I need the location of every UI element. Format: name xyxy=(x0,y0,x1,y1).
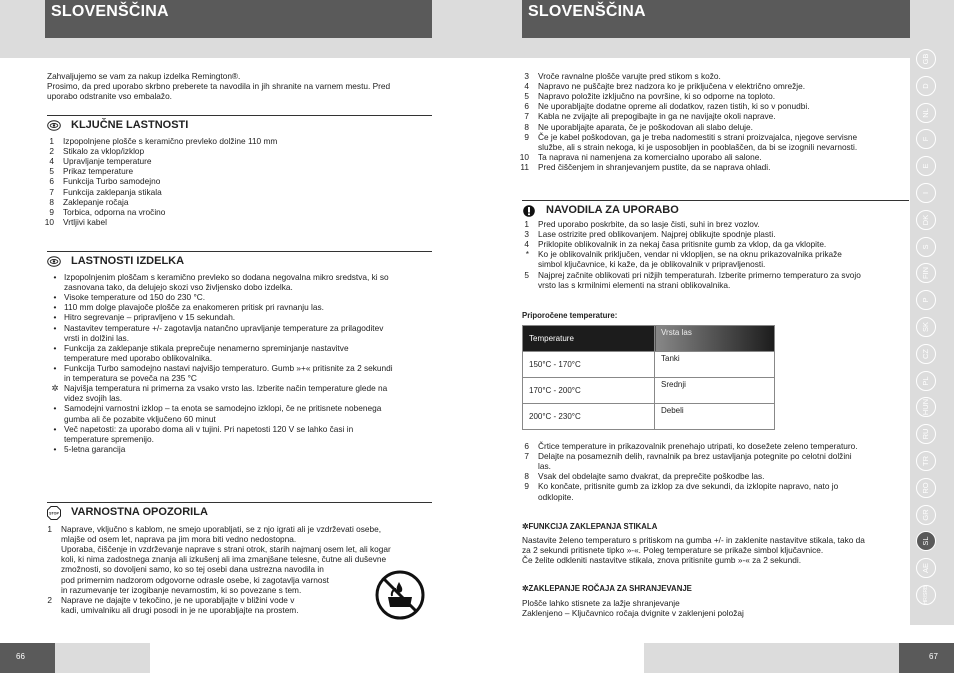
item-text: Napravo položite izključno na površine, ki so odporne na toploto. xyxy=(538,91,776,102)
tab-fin[interactable]: FIN xyxy=(916,263,936,283)
temperature-table xyxy=(522,325,775,430)
tab-tr[interactable]: TR xyxy=(916,451,936,471)
item-text: temperature spremenijo. xyxy=(64,433,154,444)
bullet xyxy=(46,353,64,363)
item-text: Uporaba, čiščenje in vzdrževanje naprave s strani otrok, starih najmanj osem let, ali kogar xyxy=(61,544,391,555)
bullet: • xyxy=(53,322,57,333)
no-water-icon xyxy=(375,570,425,620)
list-item xyxy=(46,323,436,333)
bullet xyxy=(46,333,64,343)
section-title: NAVODILA ZA UPORABO xyxy=(546,204,679,216)
table-row xyxy=(523,352,775,378)
language-tabs xyxy=(910,45,954,625)
list-item xyxy=(46,353,436,363)
item-number: * xyxy=(525,249,529,260)
switch-lock-title: ✲FUNKCIJA ZAKLEPANJA STIKALA xyxy=(522,522,658,531)
switch-lock-text xyxy=(522,535,912,565)
tab-i[interactable]: I xyxy=(916,183,936,203)
intro-text xyxy=(47,71,437,101)
list-item xyxy=(515,249,915,259)
item-number: 6 xyxy=(49,176,54,187)
item-text: 110 mm dolge plavajoče plošče za enakomeren pritisk pri ravnanju las. xyxy=(64,302,324,313)
list-item xyxy=(515,101,915,111)
list-item xyxy=(40,156,430,166)
item-text: Izpopolnjene plošče s keramično prevleko dolžine 110 mm xyxy=(63,136,278,146)
item-text: Funkcija Turbo samodejno xyxy=(63,176,161,187)
item-text: Funkcija Turbo samodejno nastavi najvišjo temperaturo. Gumb »+« pritisnite za 2 sekundi xyxy=(64,362,393,373)
safety-list-continued xyxy=(515,71,915,172)
item-text: Zaklepanje ročaja xyxy=(63,196,129,207)
list-item xyxy=(46,434,436,444)
item-text: Če je kabel poškodovan, ga je treba nadomestiti s strani proizvajalca, njegove servisne xyxy=(538,131,858,142)
list-item xyxy=(46,444,436,454)
list-item xyxy=(38,524,438,534)
tab-e[interactable]: E xyxy=(916,156,936,176)
list-item xyxy=(515,152,915,162)
item-text: zasnovana tako, da delujejo skozi vso življensko dobo izdelka. xyxy=(64,282,293,293)
item-number xyxy=(515,142,529,152)
paragraph-line: Če želite odkleniti nastavitve stikala, znova pritisnite gumb »-« za 2 sekundi. xyxy=(522,555,802,566)
list-item xyxy=(515,451,915,461)
item-text: 5-letna garancija xyxy=(64,443,126,454)
section-title: LASTNOSTI IZDELKA xyxy=(71,255,185,267)
list-item xyxy=(38,554,438,564)
item-text: Ko končate, pritisnite gumb za izklop za dve sekundi, da izklopite napravo, nato jo xyxy=(538,481,839,492)
usage-list-continued xyxy=(515,441,915,502)
tab-ae[interactable]: AE xyxy=(916,558,936,578)
item-text: Več napetosti: za uporabo doma ali v tujini. Pri napetosti 120 V se lahko časi in xyxy=(64,423,354,434)
bullet xyxy=(46,373,64,383)
item-number: 4 xyxy=(524,81,529,92)
item-text: Naprave, vključno s kablom, ne smejo uporabljati, se z njo igrati ali je vzdrževati osebe, xyxy=(61,524,382,534)
item-text: Upravljanje temperature xyxy=(63,156,152,167)
right-page-number: 67 xyxy=(899,643,954,673)
bullet: • xyxy=(53,302,57,313)
item-text: Ko je oblikovalnik priključen, vendar ni vklopljen, se na oknu prikazovalnika prikaže xyxy=(538,249,842,260)
item-text: in razumevanje ter izogibanje nevarnostim, ki so povezane s tem. xyxy=(61,584,302,595)
item-text: Pred čiščenjem in shranjevanjem pustite, da se naprava ohladi. xyxy=(538,161,771,172)
item-number xyxy=(38,554,52,564)
list-item xyxy=(515,122,915,132)
tab-gr[interactable]: GR xyxy=(916,505,936,525)
paragraph-line: Plošče lahko stisnete za lažje shranjevanje xyxy=(522,598,680,608)
bullet xyxy=(46,282,64,292)
tab-ro[interactable]: RO xyxy=(916,478,936,498)
item-number: 5 xyxy=(524,91,529,102)
tab-nl[interactable]: NL xyxy=(916,103,936,123)
item-text: Visoke temperature od 150 do 230 °C. xyxy=(64,292,206,303)
item-text: Hitro segrevanje – pripravljeno v 15 sekundah. xyxy=(64,312,236,323)
table-cell: 200°C - 230°C xyxy=(523,404,655,430)
item-text: odklopite. xyxy=(538,491,574,502)
item-text: pod primernim nadzorom odgovorne odrasle osebe, ki zagotavlja varnost xyxy=(61,574,329,585)
item-text: las. xyxy=(538,461,551,472)
item-number xyxy=(38,585,52,595)
table-row xyxy=(523,404,775,430)
left-page-title: SLOVENŠČINA xyxy=(45,0,432,38)
paragraph-line: Nastavite želeno temperaturo s pritiskom na gumba +/- in zaklenite nastavitve stikala, tako da xyxy=(522,535,865,545)
list-item xyxy=(46,333,436,343)
bullet: • xyxy=(53,362,57,373)
handle-lock-text xyxy=(522,598,912,618)
list-item xyxy=(515,259,915,269)
list-item xyxy=(38,544,438,554)
list-item xyxy=(46,343,436,353)
list-item xyxy=(46,363,436,373)
left-page-number: 66 xyxy=(0,643,55,673)
item-number: 5 xyxy=(49,166,54,177)
svg-text:STOP: STOP xyxy=(49,511,59,516)
list-item xyxy=(46,312,436,322)
item-text: Stikalo za vklop/izklop xyxy=(63,146,145,157)
list-item xyxy=(515,239,915,249)
tab-sk[interactable]: SK xyxy=(916,317,936,337)
item-number: 1 xyxy=(47,524,52,534)
item-text: Funkcija zaklepanja stikala xyxy=(63,186,162,197)
list-item xyxy=(46,403,436,413)
list-item xyxy=(515,142,915,152)
tab-s[interactable]: S xyxy=(916,237,936,257)
list-item xyxy=(40,136,430,146)
item-number: 6 xyxy=(524,101,529,112)
item-text: simbol ključavnice, ki kaže, da je oblikovalnik v pripravljenosti. xyxy=(538,259,766,270)
item-text: Funkcija za zaklepanje stikala preprečuje nenamerno spreminjanje nastavitve xyxy=(64,342,349,353)
tab-d[interactable]: D xyxy=(916,76,936,96)
section-key-features xyxy=(47,115,432,132)
item-number xyxy=(515,461,529,471)
list-item xyxy=(46,373,436,383)
item-text: mlajše od osem let, naprava pa jim mora biti vedno nedostopna. xyxy=(61,534,297,545)
item-text: Samodejni varnostni izklop – ta enota se samodejno izklopi, če ne pritisnete nobenega xyxy=(64,403,382,414)
item-number: 9 xyxy=(524,131,529,142)
table-cell: Tanki xyxy=(655,352,775,378)
bullet xyxy=(46,393,64,403)
item-text: Ne uporabljajte aparata, če je poškodovan ali slabo deluje. xyxy=(538,121,753,132)
item-number: 7 xyxy=(524,111,529,122)
right-page-title: SLOVENŠČINA xyxy=(522,0,910,38)
item-text: Kabla ne zvijajte ali prepogibajte in ga ne navijajte okoli naprave. xyxy=(538,111,776,122)
list-item xyxy=(46,424,436,434)
list-item xyxy=(38,534,438,544)
item-text: koli, ki nima zadostnega znanja ali izkušenj ali ima zmanjšane telesne, čutne ali duševne xyxy=(61,554,387,565)
item-number: 9 xyxy=(49,206,54,217)
item-text: Naprave ne dajajte v tekočino, je ne uporabljajte v bližini vode v xyxy=(61,594,295,605)
bullet: • xyxy=(53,292,57,303)
item-number: 3 xyxy=(524,71,529,81)
item-number xyxy=(38,544,52,554)
list-item xyxy=(40,146,430,156)
bullet xyxy=(46,414,64,424)
intro-line: uporabo odstranite vso embalažo. xyxy=(47,91,172,102)
item-number: 1 xyxy=(49,136,54,146)
list-item xyxy=(515,471,915,481)
list-item xyxy=(46,383,436,393)
list-item xyxy=(40,187,430,197)
list-item xyxy=(515,441,915,451)
item-text: vrsto las s krmilnimi elementi na strani oblikovalnika. xyxy=(538,279,731,290)
list-item xyxy=(515,132,915,142)
bullet: • xyxy=(53,423,57,434)
list-item xyxy=(515,280,915,290)
list-item xyxy=(515,162,915,172)
item-text: Vsak del obdelajte samo dvakrat, da preprečite poškodbe las. xyxy=(538,471,765,482)
item-text: Črtice temperature in prikazovalnik prenehajo utripati, ko dosežete zeleno temperaturo. xyxy=(538,441,858,451)
item-number: 1 xyxy=(524,219,529,229)
list-item xyxy=(515,461,915,471)
item-text: gumba ali če pozabite vključeno 60 minut xyxy=(64,413,216,424)
list-item xyxy=(515,81,915,91)
tab-hun[interactable]: HUN xyxy=(916,397,936,417)
item-number: 8 xyxy=(524,471,529,482)
item-text: Ta naprava ni namenjena za komercialno uporabo ali salone. xyxy=(538,151,762,162)
tab-gb[interactable]: GB xyxy=(916,49,936,69)
item-number: 10 xyxy=(519,151,529,162)
bullet: • xyxy=(53,403,57,414)
intro-line: Zahvaljujemo se vam za nakup izdelka Remington®. xyxy=(47,71,241,81)
item-text: in temperatura se poveča na 235 °C xyxy=(64,373,197,384)
item-text: Najprej začnite oblikovati pri nižjih temperaturah. Izberite primerno temperaturo za svojo xyxy=(538,269,861,280)
intro-line: Prosimo, da pred uporabo skrbno preberete ta navodila in jih shranite na varnem mestu. Pred xyxy=(47,81,391,92)
item-number: 2 xyxy=(49,146,54,157)
eye-icon xyxy=(47,256,61,267)
list-item xyxy=(40,197,430,207)
list-item xyxy=(40,217,430,227)
list-item xyxy=(515,492,915,502)
item-number: 4 xyxy=(524,239,529,250)
bullet: • xyxy=(53,272,57,282)
bullet: • xyxy=(53,342,57,353)
list-item xyxy=(46,302,436,312)
item-text: vrsti in dolžini las. xyxy=(64,332,130,343)
item-number xyxy=(38,534,52,544)
item-text: Vroče ravnalne plošče varujte pred stikom s kožo. xyxy=(538,71,721,81)
item-text: zmožnosti, so dovoljeni samo, ko so tej osebi dana ustrezna navodila in xyxy=(61,564,324,575)
item-text: Ne uporabljajte dodatne opreme ali dodatkov, razen tistih, ki so v ponudbi. xyxy=(538,101,810,112)
section-product-features xyxy=(47,251,432,268)
item-number: 11 xyxy=(520,161,529,172)
bullet: ✲ xyxy=(51,383,59,394)
list-item xyxy=(515,219,915,229)
list-item xyxy=(40,166,430,176)
item-number: 6 xyxy=(524,441,529,451)
item-number xyxy=(515,280,529,290)
item-text: Delajte na posameznih delih, ravnalnik pa brez ustavljanja potegnite po celotni dolžini xyxy=(538,451,852,462)
item-number xyxy=(38,575,52,585)
bullet: • xyxy=(53,312,57,323)
item-number: 5 xyxy=(524,269,529,280)
item-text: Najvišja temperatura ni primerna za vsako vrsto las. Izberite način temperature glede na xyxy=(64,383,388,394)
list-item xyxy=(46,393,436,403)
list-item xyxy=(515,481,915,491)
section-usage xyxy=(522,200,909,217)
item-number xyxy=(38,564,52,574)
list-item xyxy=(515,111,915,121)
tab-ru[interactable]: RU xyxy=(916,424,936,444)
table-header-cell: Temperature xyxy=(523,326,655,352)
table-cell: Debeli xyxy=(655,404,775,430)
tab-dk[interactable]: DK xyxy=(916,210,936,230)
product-features-list xyxy=(46,272,436,454)
tab-cz[interactable]: CZ xyxy=(916,344,936,364)
item-number: 7 xyxy=(524,451,529,462)
list-item xyxy=(40,207,430,217)
tab-sl[interactable]: SL xyxy=(916,531,936,551)
section-title: KLJUČNE LASTNOSTI xyxy=(71,119,189,131)
paragraph-line: Zaklenjeno – Ključavnico ročaja dvignite v zaklenjeni položaj xyxy=(522,608,744,619)
list-item xyxy=(46,272,436,282)
bullet: • xyxy=(53,443,57,454)
item-text: Priklopite oblikovalnik in za nekaj časa pritisnite gumb za vklop, da ga vklopite. xyxy=(538,239,827,250)
tab-p[interactable]: P xyxy=(916,290,936,310)
item-number xyxy=(38,605,52,615)
usage-list xyxy=(515,219,915,290)
item-text: kadi, umivalniku ali drugi posodi in je ne uporabljajte na prostem. xyxy=(61,604,299,615)
item-text: Pred uporabo poskrbite, da so lasje čisti, suhi in brez vozlov. xyxy=(538,219,760,229)
list-item xyxy=(46,414,436,424)
list-item xyxy=(46,282,436,292)
table-row xyxy=(523,378,775,404)
list-item xyxy=(515,91,915,101)
list-item xyxy=(40,176,430,186)
item-number: 3 xyxy=(524,229,529,240)
features-list xyxy=(40,136,430,227)
tab-pl[interactable]: PL xyxy=(916,371,936,391)
list-item xyxy=(515,71,915,81)
list-item xyxy=(515,229,915,239)
eye-icon xyxy=(47,120,61,131)
item-number xyxy=(515,492,529,502)
item-text: službe, ali s strain nekoga, ki je usposobljen in pooblaščen, da bi se izognili nevarnosti. xyxy=(538,141,858,152)
item-number: 10 xyxy=(44,216,54,227)
list-item xyxy=(515,270,915,280)
stop-icon xyxy=(47,507,61,518)
tab-hr-srb[interactable]: HR/SRB xyxy=(916,585,936,605)
list-item xyxy=(46,292,436,302)
item-number: 8 xyxy=(49,196,54,207)
table-cell: 150°C - 170°C xyxy=(523,352,655,378)
item-number: 8 xyxy=(524,121,529,132)
item-text: videz svojih las. xyxy=(64,393,123,404)
bullet xyxy=(46,434,64,444)
table-cell: Srednji xyxy=(655,378,775,404)
item-text: Izpopolnjenim ploščam s keramično prevleko so dodana negovalna mikro sredstva, ki so xyxy=(64,272,389,282)
item-number: 9 xyxy=(524,481,529,492)
table-header-row xyxy=(523,326,775,352)
item-text: temperature med uporabo oblikovalnika. xyxy=(64,352,213,363)
table-header-cell: Vrsta las xyxy=(655,326,775,352)
item-text: Napravo ne puščajte brez nadzora ko je priključena v električno omrežje. xyxy=(538,81,806,92)
section-safety xyxy=(47,502,432,519)
section-title: VARNOSTNA OPOZORILA xyxy=(71,506,208,518)
item-text: Vrtljivi kabel xyxy=(63,216,107,227)
item-text: Prikaz temperature xyxy=(63,166,134,177)
item-text: Nastavitev temperature +/- zagotavlja natančno upravljanje temperature za prilagoditev xyxy=(64,322,384,333)
paragraph-line: za 2 sekundi pritisnete tipko »-«. Poleg temperature se prikaže simbol ključavnice. xyxy=(522,545,824,556)
item-text: Torbica, odporna na vročino xyxy=(63,206,166,217)
handle-lock-title: ✲ZAKLEPANJE ROČAJA ZA SHRANJEVANJE xyxy=(522,584,692,593)
item-number xyxy=(515,259,529,269)
item-number: 7 xyxy=(49,186,54,197)
tab-f[interactable]: F xyxy=(916,129,936,149)
table-title: Priporočene temperature: xyxy=(522,311,618,320)
item-number: 2 xyxy=(47,594,52,605)
item-number: 4 xyxy=(49,156,54,167)
item-text: Lase ostrizite pred oblikovanjem. Najprej oblikujte spodnje plasti. xyxy=(538,229,776,240)
exclamation-icon xyxy=(522,205,536,216)
table-cell: 170°C - 200°C xyxy=(523,378,655,404)
